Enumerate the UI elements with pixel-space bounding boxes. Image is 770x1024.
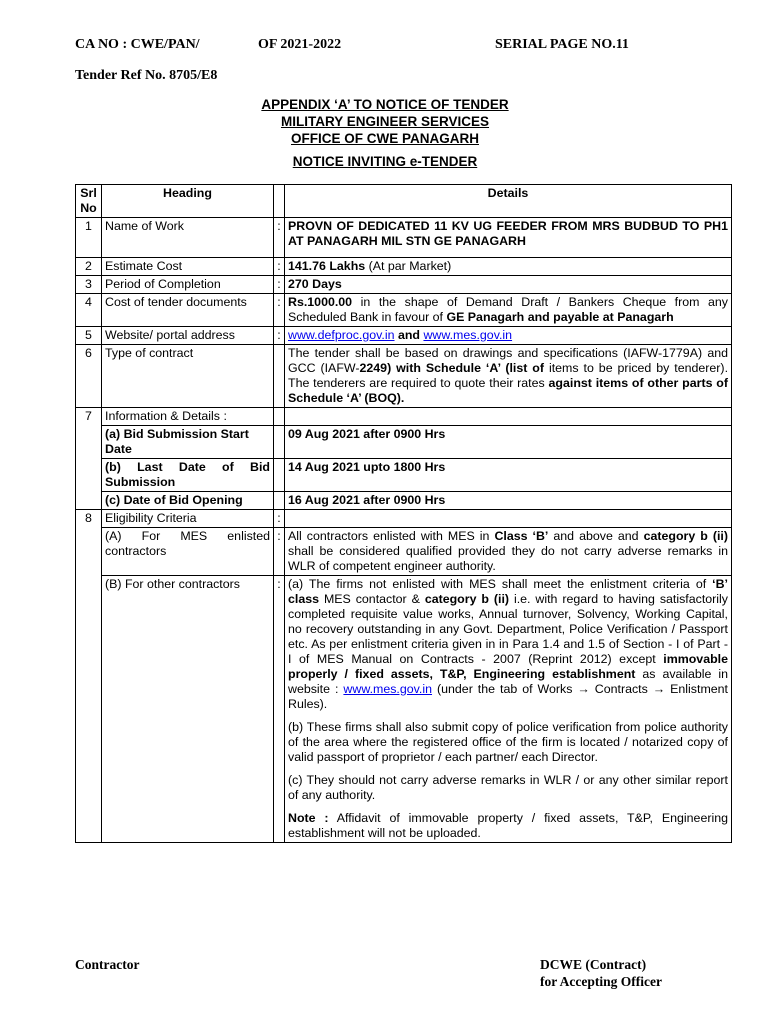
period-of-completion: 270 Days — [285, 276, 732, 294]
bid-opening-label: (c) Date of Bid Opening — [102, 492, 274, 510]
defproc-link[interactable]: www.defproc.gov.in — [288, 328, 395, 342]
criteria-para-b: (b) These firms shall also submit copy of police verification from police authority of the area where the registered office of the firm is located / notarized copy of valid passport of proprietor / each partner/ each Director. — [288, 720, 728, 764]
notice-title: NOTICE INVITING e-TENDER — [292, 154, 478, 169]
table-row — [76, 426, 732, 459]
table-row: 6 Type of contract The tender shall be based on drawings and specifications (IAFW-1779A) and GCC (IAFW-2249) with Schedule ‘A’ (list of items to be priced by tenderer). The tenderers are required to quote their rates against items of other parts of Schedule ‘A’ (BOQ). — [76, 345, 732, 408]
mes-link[interactable]: www.mes.gov.in — [423, 328, 513, 342]
mes-enlisted-label: (A) For MES enlisted contractors — [102, 528, 274, 576]
accepting-officer-label: for Accepting Officer — [540, 974, 662, 989]
mes-enlistment-link[interactable]: www.mes.gov.in — [343, 682, 433, 696]
dcwe-signature-label: DCWE (Contract) — [540, 957, 647, 972]
bid-start-date: 09 Aug 2021 after 0900 Hrs — [285, 426, 732, 459]
table-row — [76, 492, 732, 510]
criteria-para-c: (c) They should not carry adverse remarks in WLR / or any other similar report of any authority. — [288, 773, 728, 802]
mes-enlisted-criteria: All contractors enlisted with MES in Class ‘B’ and above and category b (ii) shall be considered qualified provided they do not carry adverse remarks in WLR of competent engineer authority. — [285, 528, 732, 576]
bid-start-label: (a) Bid Submission Start Date — [102, 426, 274, 459]
table-row: (B) For other contractors : (a) The firms not enlisted with MES shall meet the enlistment criteria of ‘B’ class MES contactor & category b (ii) i.e. with regard to having satisfactorily completed requisite value works, Annual turnover, Solvency, Working Capital, no recovery outstanding in any Govt. Department, Police Verification / Passport etc. As per enlistment criteria given in in Para 1.4 and 1.5 of Section - I of Part - I of MES Manual on Contracts - 2007 (Reprint 2012) except immovable properly / fixed assets, T&P, Engineering establishment as available in website : www.mes.gov.in (under the tab of Works → Contracts → Enlistment Rules). (b) These firms shall also submit copy of police verification from police authority of the area where the registered office of the firm is located / notarized copy of valid passport of proprietor / each partner/ each Director. (c) They should not carry adverse remarks in WLR / or any other similar report of any authority. Note : Affidavit of immovable property / fixed assets, T&P, Engineering establishment will not be uploaded. — [76, 576, 732, 843]
office-title: OFFICE OF CWE PANAGARH — [291, 131, 479, 146]
portal-addresses: www.defproc.gov.in and www.mes.gov.in — [285, 327, 732, 345]
ca-number: CA NO : CWE/PAN/ — [75, 37, 200, 52]
bid-last-date: 14 Aug 2021 upto 1800 Hrs — [285, 459, 732, 492]
other-contractors-criteria — [285, 576, 732, 843]
financial-year: OF 2021-2022 — [258, 37, 342, 52]
tender-document-cost: Rs.1000.00 in the shape of Demand Draft / Bankers Cheque from any Scheduled Bank in favour of GE Panagarh and payable at Panagarh — [285, 294, 732, 327]
table-row: 5 Website/ portal address : www.defproc.gov.in and www.mes.gov.in — [76, 327, 732, 345]
table-row: 7 Information & Details : — [76, 408, 732, 426]
type-of-contract: The tender shall be based on drawings and specifications (IAFW-1779A) and GCC (IAFW-2249) with Schedule ‘A’ (list of items to be priced by tenderer). The tenderers are required to quote their rates against items of other parts of Schedule ‘A’ (BOQ). — [285, 345, 732, 408]
criteria-note: Note : Affidavit of immovable property / fixed assets, T&P, Engineering establishment will not be uploaded. — [288, 811, 728, 840]
table-row: 4 Cost of tender documents : Rs.1000.00 in the shape of Demand Draft / Bankers Cheque from any Scheduled Bank in favour of GE Panagarh and payable at Panagarh — [76, 294, 732, 327]
srl-header: Srl No — [76, 185, 102, 218]
table-row: 8 Eligibility Criteria : — [76, 510, 732, 528]
other-contractors-label: (B) For other contractors — [102, 576, 274, 843]
tender-reference: Tender Ref No. 8705/E8 — [75, 68, 218, 83]
table-row: 2 Estimate Cost : 141.76 Lakhs (At par Market) — [76, 258, 732, 276]
contractor-signature-label: Contractor — [75, 957, 140, 972]
tender-details-table — [75, 184, 732, 843]
estimate-cost: 141.76 Lakhs (At par Market) — [285, 258, 732, 276]
name-of-work: PROVN OF DEDICATED 11 KV UG FEEDER FROM MRS BUDBUD TO PH1 AT PANAGARH MIL STN GE PANAGARH — [285, 218, 732, 258]
bid-opening-date: 16 Aug 2021 after 0900 Hrs — [285, 492, 732, 510]
table-row: 3 Period of Completion : 270 Days — [76, 276, 732, 294]
criteria-para-a: (a) The firms not enlisted with MES shall meet the enlistment criteria of ‘B’ class MES contactor & category b (ii) i.e. with regard to having satisfactorily completed requisite value works, Annual turnover, Solvency, Working Capital, no recovery outstanding in any Govt. Department, Police Verification / Passport etc. As per enlistment criteria given in in Para 1.4 and 1.5 of Section - I of Part - I of MES Manual on Contracts - 2007 (Reprint 2012) except immovable properly / fixed assets, T&P, Engineering establishment as available in website : www.mes.gov.in (under the tab of Works → Contracts → Enlistment Rules). — [288, 577, 728, 711]
details-header: Details — [285, 185, 732, 218]
serial-page-number: SERIAL PAGE NO.11 — [495, 37, 629, 52]
table-header-row — [76, 185, 732, 218]
table-row: (A) For MES enlisted contractors : All contractors enlisted with MES in Class ‘B’ and above and category b (ii) shall be considered qualified provided they do not carry adverse remarks in WLR of competent engineer authority. — [76, 528, 732, 576]
table-row: 1 Name of Work : PROVN OF DEDICATED 11 KV UG FEEDER FROM MRS BUDBUD TO PH1 AT PANAGARH MIL STN GE PANAGARH — [76, 218, 732, 258]
appendix-title: APPENDIX ‘A’ TO NOTICE OF TENDER — [261, 97, 509, 112]
bid-last-date-label: (b) Last Date of Bid Submission — [102, 459, 274, 492]
heading-header: Heading — [102, 185, 274, 218]
table-row — [76, 459, 732, 492]
organisation-title: MILITARY ENGINEER SERVICES — [280, 114, 490, 129]
